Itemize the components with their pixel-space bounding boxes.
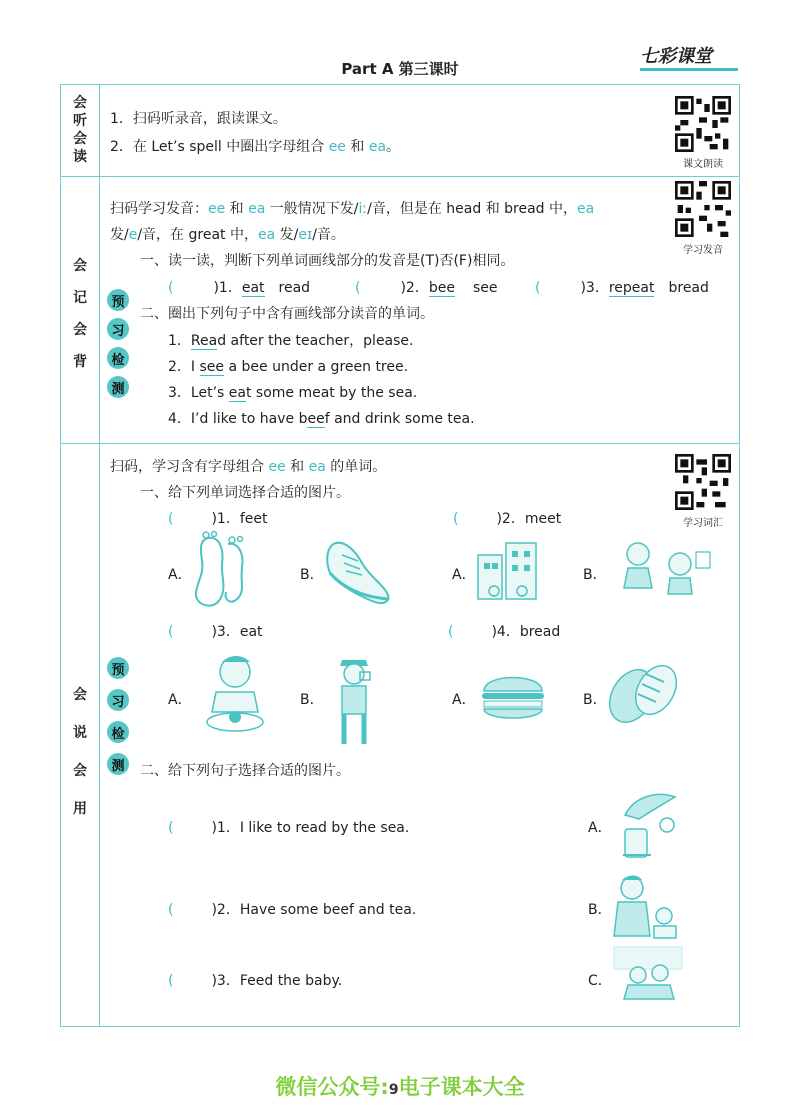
text: iː — [358, 201, 368, 217]
answer-paren: ( — [168, 511, 174, 527]
answer-paren: ( — [168, 624, 174, 640]
section-label-speak — [61, 676, 99, 828]
text: ea — [308, 459, 326, 475]
label-char: 会 — [73, 131, 87, 147]
city-street-picture[interactable] — [470, 535, 550, 607]
text: eɪ — [298, 227, 313, 243]
text: 4．I’d like to have b — [168, 411, 308, 427]
qr-caption: 学习发音 — [683, 245, 723, 256]
remember-q2-item-4 — [168, 408, 475, 428]
shoe-picture[interactable] — [322, 535, 394, 609]
text: a bee under a green tree. — [224, 359, 409, 375]
text: /音。 — [312, 227, 345, 243]
underlined-letters: ea — [228, 385, 246, 401]
speak-word-3 — [168, 621, 263, 641]
text: 。 — [386, 139, 401, 155]
text: 一般情况下发/ — [265, 201, 359, 217]
text: 1． — [168, 333, 191, 349]
page-number: 9 — [388, 1082, 399, 1098]
badge: 检 — [107, 347, 129, 369]
text: )2． — [400, 280, 429, 296]
option-b-label: B． — [583, 692, 607, 708]
text: 扫码，学习含有字母组合 — [110, 459, 269, 475]
badge: 习 — [107, 318, 129, 340]
text: ee — [328, 139, 346, 155]
badge: 测 — [107, 753, 129, 775]
remember-q2-item-3 — [168, 382, 417, 402]
feed-baby-picture[interactable] — [612, 945, 684, 1003]
text: e — [128, 227, 138, 243]
underlined-letters: see — [199, 359, 225, 375]
option-a-label: A． — [168, 567, 192, 583]
remember-intro-line-1 — [110, 198, 594, 218]
underlined-letters: ee — [307, 411, 325, 427]
speak-q1-title: 一、给下列单词选择合适的图片。 — [140, 485, 350, 501]
text: ea — [248, 201, 266, 217]
label-char: 会 — [73, 322, 87, 338]
answer-paren: ( — [168, 280, 174, 296]
sentence-option-c-label: C． — [588, 973, 612, 989]
text: ea — [257, 227, 276, 243]
preview-check-badges — [107, 289, 131, 405]
speak-sentence-1 — [168, 817, 409, 837]
qr-code-icon[interactable] — [675, 181, 731, 237]
remember-q1-title: 一、读一读，判断下列单词画线部分的发音是(T)否(F)相同。 — [140, 253, 515, 269]
option-a-label: A． — [452, 567, 476, 583]
text: )4．bread — [491, 624, 561, 640]
boy-eating-picture[interactable] — [200, 652, 270, 736]
speak-sentence-2 — [168, 899, 416, 919]
remember-q2-title: 二、圈出下列句子中含有画线部分读音的单词。 — [140, 306, 434, 322]
option-b-label: B． — [583, 567, 607, 583]
word: read — [278, 280, 311, 296]
word: bee — [428, 280, 455, 296]
label-char: 会 — [73, 258, 87, 274]
text: )1． — [213, 280, 242, 296]
option-a-label: A． — [452, 692, 476, 708]
text: )1．I like to read by the sea. — [211, 820, 410, 836]
badge: 习 — [107, 689, 129, 711]
badge: 预 — [107, 289, 129, 311]
option-b-label: B． — [300, 692, 324, 708]
word: repeat — [608, 280, 655, 296]
speak-sentence-3 — [168, 970, 342, 990]
label-char: 用 — [73, 801, 87, 817]
text: f and drink some tea. — [324, 411, 475, 427]
text: 和 — [285, 459, 309, 475]
feet-picture[interactable] — [188, 530, 250, 610]
brand-underline — [640, 68, 738, 71]
text: 扫码学习发音： — [110, 201, 208, 217]
footer — [0, 1071, 800, 1101]
label-char: 听 — [73, 113, 87, 129]
badge: 检 — [107, 721, 129, 743]
text: )3．Feed the baby. — [211, 973, 343, 989]
label-char: 会 — [73, 763, 87, 779]
answer-paren: ( — [535, 280, 541, 296]
badge: 预 — [107, 657, 129, 679]
speak-word-4 — [448, 621, 560, 641]
option-a-label: A． — [168, 692, 192, 708]
text: t some meat by the sea. — [245, 385, 418, 401]
label-column-divider — [99, 84, 100, 1027]
speak-word-2 — [453, 508, 561, 528]
speak-word-1 — [168, 508, 267, 528]
answer-paren: ( — [168, 902, 174, 918]
text: 3．Let’s — [168, 385, 229, 401]
text: )2．Have some beef and tea. — [211, 902, 417, 918]
beef-and-tea-picture[interactable] — [612, 872, 678, 942]
reading-by-sea-picture[interactable] — [615, 785, 685, 861]
brand-logo — [640, 42, 740, 72]
text: )3．eat — [211, 624, 263, 640]
text: )2．meet — [496, 511, 562, 527]
qr-code-icon[interactable] — [675, 454, 731, 510]
hamburger-picture[interactable] — [480, 665, 546, 727]
section-divider-2 — [60, 443, 740, 444]
listen-line-1: 1．扫码听录音，跟读课文。 — [110, 111, 287, 127]
answer-paren: ( — [168, 820, 174, 836]
remember-q1-item-3 — [535, 277, 709, 297]
text: )3． — [580, 280, 609, 296]
qr-code-icon[interactable] — [675, 96, 731, 152]
brand-text: 七彩课堂 — [640, 46, 712, 67]
page-title: Part A 第三课时 — [341, 60, 459, 78]
word: bread — [668, 280, 709, 296]
label-char: 会 — [73, 95, 87, 111]
section-divider-1 — [60, 176, 740, 177]
text: 2．在 Let’s spell 中圈出字母组合 — [110, 139, 329, 155]
text: )1．feet — [211, 511, 268, 527]
underlined-letters: Rea — [190, 333, 218, 349]
qr-caption: 学习词汇 — [683, 518, 723, 529]
text: d after the teacher，please. — [217, 333, 414, 349]
answer-paren: ( — [355, 280, 361, 296]
text: /音，在 great 中， — [137, 227, 258, 243]
section-label-listen — [61, 94, 99, 166]
sentence-option-a-label: A． — [588, 820, 612, 836]
remember-intro-line-2 — [110, 224, 345, 244]
answer-paren: ( — [168, 973, 174, 989]
listen-line-2 — [110, 136, 400, 156]
text: 的单词。 — [325, 459, 387, 475]
label-char: 说 — [73, 725, 87, 741]
qr-caption: 课文朗读 — [683, 159, 723, 170]
remember-q1-item-2 — [355, 277, 498, 297]
label-char: 背 — [73, 354, 87, 370]
text: 发/ — [110, 227, 129, 243]
option-b-label: B． — [300, 567, 324, 583]
badge: 测 — [107, 376, 129, 398]
text: ee — [208, 201, 226, 217]
footer-text: 微信公众号: — [275, 1075, 389, 1099]
text: ea — [577, 201, 595, 217]
bread-picture[interactable] — [606, 660, 682, 726]
sentence-option-b-label: B． — [588, 902, 612, 918]
text: 2．I — [168, 359, 200, 375]
text: 和 — [345, 139, 369, 155]
remember-q2-item-2 — [168, 356, 408, 376]
answer-paren: ( — [448, 624, 454, 640]
word: eat — [241, 280, 265, 296]
text: 和 — [225, 201, 249, 217]
remember-q2-item-1 — [168, 330, 414, 350]
speak-intro — [110, 456, 386, 476]
word: see — [472, 280, 498, 296]
speak-q2-title: 二、给下列句子选择合适的图片。 — [140, 763, 350, 779]
text: 发/ — [275, 227, 299, 243]
remember-q1-item-1 — [168, 277, 310, 297]
kids-meeting-picture[interactable] — [608, 538, 712, 596]
answer-paren: ( — [453, 511, 459, 527]
boy-drinking-picture[interactable] — [330, 650, 378, 750]
label-char: 记 — [73, 290, 87, 306]
text: /音，但是在 head 和 bread 中， — [367, 201, 578, 217]
text: ea — [368, 139, 387, 155]
footer-text: 电子课本大全 — [398, 1075, 525, 1099]
text: ee — [268, 459, 286, 475]
preview-check-badges — [107, 657, 131, 782]
label-char: 会 — [73, 687, 87, 703]
section-label-remember — [61, 250, 99, 378]
label-char: 读 — [73, 149, 87, 165]
